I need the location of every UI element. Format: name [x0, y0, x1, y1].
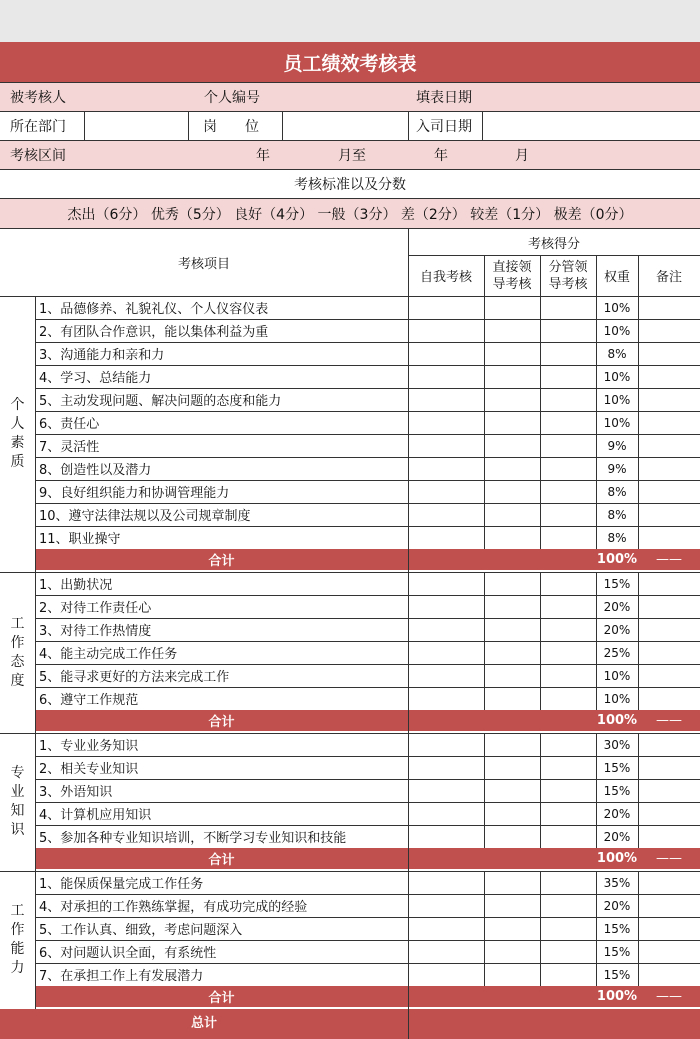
score-cell[interactable]: [484, 894, 540, 917]
section-name-char: 工: [10, 903, 25, 919]
score-cell[interactable]: [408, 480, 484, 503]
label-employee-id: 个人编号: [204, 90, 260, 106]
item-weight: 30%: [603, 737, 631, 752]
item-weight: 10%: [603, 668, 631, 683]
section-name-char: 工: [10, 615, 25, 632]
grid-line: [408, 296, 409, 549]
score-cell[interactable]: [408, 595, 484, 618]
grid-line: [484, 255, 485, 296]
period-year-2: 年: [434, 148, 448, 164]
label-period: 考核区间: [10, 148, 66, 164]
score-cell[interactable]: [484, 434, 540, 457]
score-cell[interactable]: [540, 802, 596, 825]
score-cell[interactable]: [484, 756, 540, 779]
score-cell[interactable]: [540, 411, 596, 434]
info-row-1: [0, 83, 700, 112]
remark-cell[interactable]: [638, 687, 700, 710]
item-row-text: 4、计算机应用知识: [39, 808, 152, 823]
score-cell[interactable]: [540, 664, 596, 687]
period-month-2: 月: [515, 148, 529, 164]
score-cell[interactable]: [484, 917, 540, 940]
item-row-text: 1、专业业务知识: [39, 739, 139, 754]
item-row-text: 2、对待工作责任心: [39, 601, 152, 616]
section-name-char: 度: [10, 672, 25, 689]
item-row-text: 6、遵守工作规范: [39, 693, 139, 708]
score-cell[interactable]: [408, 296, 484, 319]
item-row-text: 4、能主动完成工作任务: [39, 647, 178, 662]
department-field[interactable]: [90, 112, 188, 140]
item-row-text: 1、出勤状况: [39, 578, 113, 593]
score-cell[interactable]: [408, 618, 484, 641]
criteria-scale: 杰出（6分） 优秀（5分） 良好（4分） 一般（3分） 差（2分） 较差（1分） 极差（0分）: [67, 206, 633, 223]
grid-line: [35, 296, 36, 572]
item-weight: 8%: [607, 484, 627, 499]
score-cell[interactable]: [408, 733, 484, 756]
subtotal-label: 合计: [208, 554, 235, 569]
item-row-text: 3、外语知识: [39, 785, 113, 800]
header-branch-line2: 导考核: [548, 276, 588, 292]
grid-line: [484, 296, 485, 549]
remark-cell[interactable]: [638, 342, 700, 365]
grid-line: [408, 848, 409, 871]
header-branch: [540, 255, 596, 296]
section-name-char: 作: [10, 634, 25, 651]
score-cell[interactable]: [540, 733, 596, 756]
score-cell[interactable]: [484, 480, 540, 503]
score-cell[interactable]: [484, 641, 540, 664]
remark-cell[interactable]: [638, 388, 700, 411]
grid-line: [484, 733, 485, 848]
item-row-text: 5、主动发现问题、解决问题的态度和能力: [39, 394, 282, 409]
section-name: [0, 871, 35, 1009]
remark-cell[interactable]: [638, 618, 700, 641]
grid-line: [35, 871, 36, 1009]
remark-cell[interactable]: [638, 894, 700, 917]
score-cell[interactable]: [408, 365, 484, 388]
item-weight: 25%: [603, 645, 631, 660]
score-cell[interactable]: [484, 664, 540, 687]
score-cell[interactable]: [484, 296, 540, 319]
item-weight: 10%: [603, 323, 631, 338]
remark-cell[interactable]: [638, 296, 700, 319]
grid-line: [408, 255, 700, 256]
subtotal-remark: ——: [656, 713, 682, 728]
item-weight: 10%: [603, 415, 631, 430]
grid-line: [596, 296, 597, 549]
score-cell[interactable]: [408, 940, 484, 963]
section-name-char: 知: [10, 803, 25, 819]
item-weight: 35%: [603, 875, 631, 890]
score-cell[interactable]: [408, 664, 484, 687]
join-date-field[interactable]: [488, 112, 694, 140]
header-direct-line1: 直接领: [492, 259, 532, 275]
score-cell[interactable]: [484, 687, 540, 710]
grid-line: [596, 871, 597, 986]
item-weight: 10%: [603, 369, 631, 384]
criteria-scale-row: [0, 199, 700, 229]
item-weight: 20%: [603, 829, 631, 844]
score-cell[interactable]: [540, 319, 596, 342]
score-cell[interactable]: [408, 572, 484, 595]
item-weight: 15%: [603, 760, 631, 775]
section-name-char: 人: [10, 416, 25, 432]
score-cell[interactable]: [484, 963, 540, 986]
grid-line: [540, 733, 541, 848]
header-direct: [484, 255, 540, 296]
grid-line: [408, 710, 409, 733]
score-cell[interactable]: [484, 871, 540, 894]
remark-cell[interactable]: [638, 871, 700, 894]
score-cell[interactable]: [540, 894, 596, 917]
period-year-1: 年: [256, 148, 270, 164]
grid-line: [35, 733, 36, 871]
item-weight: 8%: [607, 507, 627, 522]
item-row-text: 5、参加各种专业知识培训，不断学习专业知识和技能: [39, 831, 347, 846]
score-cell[interactable]: [484, 733, 540, 756]
score-cell[interactable]: [540, 457, 596, 480]
remark-cell[interactable]: [638, 365, 700, 388]
score-cell[interactable]: [408, 687, 484, 710]
score-cell[interactable]: [540, 503, 596, 526]
score-cell[interactable]: [540, 480, 596, 503]
remark-cell[interactable]: [638, 756, 700, 779]
score-cell[interactable]: [484, 526, 540, 549]
score-cell[interactable]: [484, 503, 540, 526]
score-cell[interactable]: [484, 388, 540, 411]
item-row-text: 1、品德修养、礼貌礼仪、个人仪容仪表: [39, 302, 269, 317]
item-row-text: 2、相关专业知识: [39, 762, 139, 777]
item-weight: 10%: [603, 691, 631, 706]
grid-line: [638, 871, 639, 986]
score-cell[interactable]: [484, 365, 540, 388]
header-self: 自我考核: [419, 270, 472, 285]
score-cell[interactable]: [540, 388, 596, 411]
item-row-text: 2、有团队合作意识，能以集体利益为重: [39, 325, 269, 340]
score-cell[interactable]: [408, 526, 484, 549]
item-row-text: 8、创造性以及潜力: [39, 463, 152, 478]
remark-cell[interactable]: [638, 779, 700, 802]
score-cell[interactable]: [540, 342, 596, 365]
score-cell[interactable]: [484, 618, 540, 641]
item-weight: 9%: [607, 461, 627, 476]
score-cell[interactable]: [408, 342, 484, 365]
grid-line: [596, 572, 597, 710]
score-cell[interactable]: [540, 871, 596, 894]
item-weight: 10%: [603, 392, 631, 407]
score-cell[interactable]: [484, 457, 540, 480]
score-cell[interactable]: [408, 388, 484, 411]
grid-line: [408, 572, 409, 710]
subtotal-remark: ——: [656, 989, 682, 1004]
item-weight: 15%: [603, 967, 631, 982]
section-name: [0, 296, 35, 572]
assessment-grid: [0, 229, 700, 1030]
score-cell[interactable]: [408, 503, 484, 526]
header-score: 考核得分: [527, 236, 580, 252]
item-weight: 9%: [607, 438, 627, 453]
score-cell[interactable]: [540, 687, 596, 710]
header-item: 考核项目: [177, 257, 230, 272]
grid-line: [408, 229, 409, 296]
score-cell[interactable]: [540, 572, 596, 595]
item-row-text: 11、职业操守: [39, 532, 121, 547]
subtotal-label: 合计: [208, 853, 235, 868]
score-cell[interactable]: [408, 756, 484, 779]
item-weight: 15%: [603, 944, 631, 959]
sheet-title: 员工绩效考核表: [0, 42, 700, 83]
grid-line: [596, 733, 597, 848]
score-cell[interactable]: [540, 825, 596, 848]
score-cell[interactable]: [408, 917, 484, 940]
grid-line: [540, 572, 541, 710]
section-name-char: 质: [10, 454, 25, 470]
score-cell[interactable]: [408, 411, 484, 434]
item-weight: 15%: [603, 576, 631, 591]
grid-line: [540, 296, 541, 549]
grid-line: [484, 572, 485, 710]
score-cell[interactable]: [540, 940, 596, 963]
remark-cell[interactable]: [638, 940, 700, 963]
header-remark: 备注: [655, 270, 682, 285]
score-cell[interactable]: [540, 963, 596, 986]
section-name-char: 业: [10, 784, 25, 800]
score-cell[interactable]: [540, 641, 596, 664]
score-cell[interactable]: [408, 871, 484, 894]
score-cell[interactable]: [484, 319, 540, 342]
remark-cell[interactable]: [638, 526, 700, 549]
score-cell[interactable]: [540, 365, 596, 388]
item-row-text: 3、沟通能力和亲和力: [39, 348, 165, 363]
item-weight: 15%: [603, 783, 631, 798]
score-cell[interactable]: [408, 434, 484, 457]
subtotal-weight: 100%: [596, 552, 638, 567]
score-cell[interactable]: [408, 641, 484, 664]
remark-cell[interactable]: [638, 963, 700, 986]
section-name-char: 态: [10, 653, 25, 670]
header-direct-line2: 导考核: [492, 276, 532, 292]
item-weight: 10%: [603, 300, 631, 315]
grid-line: [540, 871, 541, 986]
grid-line: [638, 255, 639, 296]
criteria-title-row: [0, 170, 700, 199]
score-cell[interactable]: [540, 618, 596, 641]
item-weight: 20%: [603, 622, 631, 637]
remark-cell[interactable]: [638, 802, 700, 825]
score-cell[interactable]: [540, 434, 596, 457]
item-row-text: 6、对问题认识全面，有系统性: [39, 946, 217, 961]
grid-line: [408, 733, 409, 848]
grid-line: [638, 572, 639, 710]
section-name: [0, 733, 35, 871]
score-cell[interactable]: [408, 802, 484, 825]
header-weight: 权重: [603, 270, 630, 285]
subtotal-weight: 100%: [596, 989, 638, 1004]
period-month-to: 月至: [338, 148, 366, 164]
score-cell[interactable]: [408, 457, 484, 480]
position-field[interactable]: [288, 112, 406, 140]
score-cell[interactable]: [484, 572, 540, 595]
label-department: 所在部门: [10, 119, 66, 135]
item-row-text: 3、对待工作热情度: [39, 624, 152, 639]
label-assessee: 被考核人: [10, 90, 66, 106]
score-cell[interactable]: [540, 526, 596, 549]
score-cell[interactable]: [408, 894, 484, 917]
item-row-text: 6、责任心: [39, 417, 100, 432]
item-row-text: 5、工作认真、细致，考虑问题深入: [39, 923, 243, 938]
grid-line: [540, 255, 541, 296]
remark-cell[interactable]: [638, 480, 700, 503]
grid-line: [638, 733, 639, 848]
remark-cell[interactable]: [638, 664, 700, 687]
grid-line: [638, 296, 639, 549]
item-row-text: 1、能保质保量完成工作任务: [39, 877, 204, 892]
header-branch-line1: 分管领: [548, 259, 588, 275]
item-row-text: 7、在承担工作上有发展潜力: [39, 969, 204, 984]
period-row: [0, 141, 700, 170]
remark-cell[interactable]: [638, 319, 700, 342]
section-name-char: 素: [10, 435, 25, 451]
score-cell[interactable]: [408, 319, 484, 342]
item-row-text: 9、良好组织能力和协调管理能力: [39, 486, 230, 501]
score-cell[interactable]: [408, 779, 484, 802]
grid-line: [408, 1009, 409, 1039]
score-cell[interactable]: [540, 779, 596, 802]
grid-line: [35, 572, 36, 733]
grid-line: [408, 871, 409, 986]
score-cell[interactable]: [484, 342, 540, 365]
item-weight: 15%: [603, 921, 631, 936]
item-row-text: 4、学习、总结能力: [39, 371, 152, 386]
subtotal-weight: 100%: [596, 713, 638, 728]
score-cell[interactable]: [484, 940, 540, 963]
grid-line: [484, 871, 485, 986]
subtotal-weight: 100%: [596, 851, 638, 866]
remark-cell[interactable]: [638, 572, 700, 595]
info-row-2: [0, 112, 700, 141]
subtotal-label: 合计: [208, 715, 235, 730]
score-cell[interactable]: [540, 595, 596, 618]
score-cell[interactable]: [484, 825, 540, 848]
section-name-char: 识: [10, 822, 25, 838]
remark-cell[interactable]: [638, 825, 700, 848]
item-row-text: 10、遵守法律法规以及公司规章制度: [39, 509, 251, 524]
label-fill-date: 填表日期: [416, 90, 472, 106]
section-name: [0, 572, 35, 733]
item-weight: 8%: [607, 530, 627, 545]
subtotal-remark: ——: [656, 851, 682, 866]
score-cell[interactable]: [484, 595, 540, 618]
item-row-text: 5、能寻求更好的方法来完成工作: [39, 670, 230, 685]
remark-cell[interactable]: [638, 595, 700, 618]
label-position: 岗 位: [203, 119, 259, 135]
label-join-date: 入司日期: [416, 119, 472, 135]
item-weight: 20%: [603, 898, 631, 913]
score-cell[interactable]: [408, 825, 484, 848]
item-row-text: 4、对承担的工作熟练掌握，有成功完成的经验: [39, 900, 308, 915]
grid-line: [408, 986, 409, 1009]
score-cell[interactable]: [408, 963, 484, 986]
criteria-title: 考核标准以及分数: [294, 177, 406, 193]
section-name-char: 个: [10, 397, 25, 413]
remark-cell[interactable]: [638, 733, 700, 756]
score-cell[interactable]: [540, 756, 596, 779]
remark-cell[interactable]: [638, 411, 700, 434]
section-name-char: 专: [10, 765, 25, 781]
grid-line: [596, 255, 597, 296]
item-row-text: 7、灵活性: [39, 440, 100, 455]
subtotal-remark: ——: [656, 552, 682, 567]
subtotal-label: 合计: [208, 991, 235, 1006]
section-name-char: 能: [10, 941, 25, 957]
score-cell[interactable]: [540, 917, 596, 940]
score-cell[interactable]: [484, 779, 540, 802]
grand-total-label: 总计: [190, 1015, 217, 1031]
remark-cell[interactable]: [638, 457, 700, 480]
score-cell[interactable]: [484, 411, 540, 434]
grid-line: [408, 549, 409, 572]
remark-cell[interactable]: [638, 434, 700, 457]
item-weight: 20%: [603, 599, 631, 614]
remark-cell[interactable]: [638, 917, 700, 940]
remark-cell[interactable]: [638, 503, 700, 526]
remark-cell[interactable]: [638, 641, 700, 664]
item-weight: 8%: [607, 346, 627, 361]
section-name-char: 力: [10, 960, 25, 976]
section-name-char: 作: [10, 922, 25, 938]
score-cell[interactable]: [540, 296, 596, 319]
item-weight: 20%: [603, 806, 631, 821]
score-cell[interactable]: [484, 802, 540, 825]
performance-sheet: [0, 42, 700, 1030]
